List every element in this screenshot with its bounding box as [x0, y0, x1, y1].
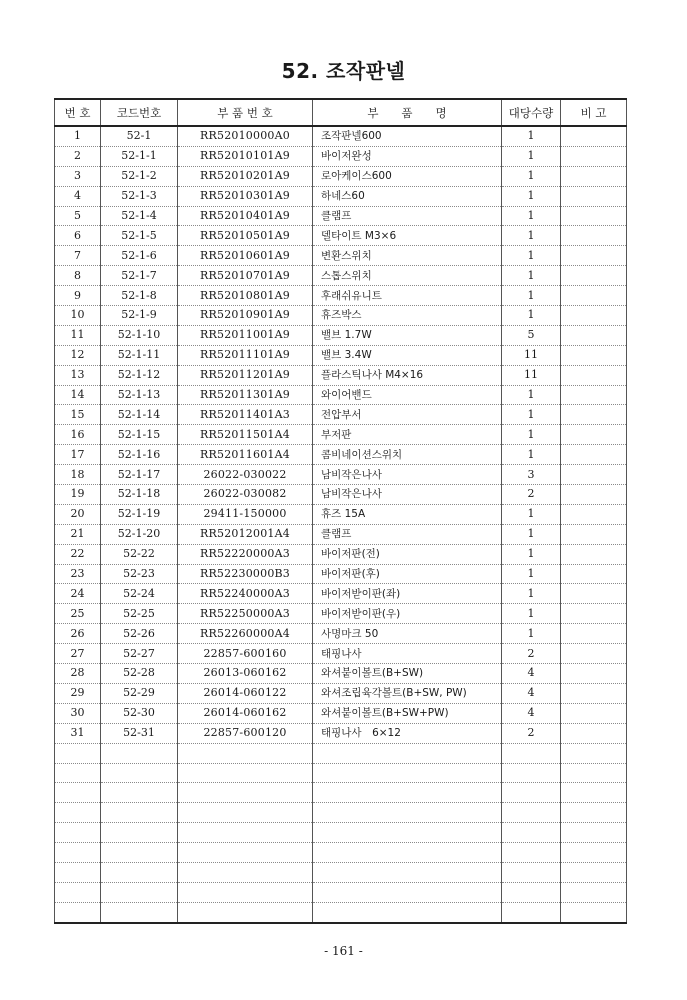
cell-part-no: [178, 783, 313, 803]
cell-no: [55, 882, 101, 902]
cell-qty: 1: [502, 226, 561, 246]
cell-note: [561, 425, 627, 445]
cell-name: 밸브 1.7W: [313, 325, 502, 345]
cell-no: 4: [55, 186, 101, 206]
cell-note: [561, 843, 627, 863]
cell-code: 52-1-19: [101, 504, 178, 524]
table-row: [55, 504, 627, 524]
cell-name: 부저판: [313, 425, 502, 445]
cell-part-no: RR52011201A9: [178, 365, 313, 385]
cell-qty: 1: [502, 504, 561, 524]
cell-note: [561, 126, 627, 146]
cell-part-no: RR52012001A4: [178, 524, 313, 544]
table-row: [55, 246, 627, 266]
cell-name: 클램프: [313, 524, 502, 544]
table-row: [55, 862, 627, 882]
cell-no: 1: [55, 126, 101, 146]
cell-qty: 1: [502, 286, 561, 306]
cell-code: [101, 743, 178, 763]
cell-code: 52-1-13: [101, 385, 178, 405]
cell-part-no: [178, 763, 313, 783]
cell-name: 남비작은나사: [313, 465, 502, 485]
cell-no: [55, 783, 101, 803]
cell-part-no: RR52011001A9: [178, 325, 313, 345]
cell-no: 2: [55, 146, 101, 166]
cell-no: 26: [55, 624, 101, 644]
cell-part-no: 26014-060122: [178, 683, 313, 703]
cell-part-no: RR52010701A9: [178, 266, 313, 286]
cell-note: [561, 325, 627, 345]
cell-note: [561, 345, 627, 365]
table-row: [55, 365, 627, 385]
cell-code: 52-1-18: [101, 485, 178, 505]
cell-name: 바이저판(전): [313, 544, 502, 564]
cell-no: 7: [55, 246, 101, 266]
cell-no: 31: [55, 723, 101, 743]
cell-code: [101, 843, 178, 863]
cell-note: [561, 703, 627, 723]
cell-code: [101, 882, 178, 902]
table-row: [55, 743, 627, 763]
cell-code: 52-22: [101, 544, 178, 564]
cell-note: [561, 246, 627, 266]
cell-qty: 5: [502, 325, 561, 345]
cell-no: 12: [55, 345, 101, 365]
cell-code: 52-1-10: [101, 325, 178, 345]
cell-qty: 1: [502, 186, 561, 206]
cell-code: 52-1-9: [101, 306, 178, 326]
cell-note: [561, 862, 627, 882]
cell-name: [313, 743, 502, 763]
cell-qty: 2: [502, 485, 561, 505]
cell-name: 태핑나사: [313, 644, 502, 664]
cell-name: [313, 862, 502, 882]
cell-qty: [502, 743, 561, 763]
cell-no: 13: [55, 365, 101, 385]
cell-qty: [502, 882, 561, 902]
cell-no: 8: [55, 266, 101, 286]
cell-code: 52-1-3: [101, 186, 178, 206]
cell-qty: 1: [502, 564, 561, 584]
cell-note: [561, 723, 627, 743]
table-row: [55, 465, 627, 485]
cell-qty: 4: [502, 703, 561, 723]
cell-no: [55, 803, 101, 823]
cell-note: [561, 146, 627, 166]
cell-code: 52-1-11: [101, 345, 178, 365]
header-code: 코드번호: [101, 99, 178, 126]
cell-no: 6: [55, 226, 101, 246]
cell-note: [561, 664, 627, 684]
cell-note: [561, 206, 627, 226]
table-row: [55, 763, 627, 783]
cell-name: 와셔붙이볼트(B+SW): [313, 664, 502, 684]
cell-name: 바이저판(후): [313, 564, 502, 584]
table-row: [55, 703, 627, 723]
cell-qty: [502, 843, 561, 863]
cell-name: [313, 803, 502, 823]
cell-no: 29: [55, 683, 101, 703]
cell-note: [561, 485, 627, 505]
cell-part-no: RR52010101A9: [178, 146, 313, 166]
cell-part-no: RR52010501A9: [178, 226, 313, 246]
cell-note: [561, 266, 627, 286]
cell-no: 21: [55, 524, 101, 544]
cell-name: 전압부서: [313, 405, 502, 425]
cell-note: [561, 604, 627, 624]
cell-code: [101, 763, 178, 783]
table-row: [55, 644, 627, 664]
cell-qty: [502, 783, 561, 803]
cell-qty: 3: [502, 465, 561, 485]
table-row: [55, 126, 627, 146]
cell-part-no: RR52250000A3: [178, 604, 313, 624]
cell-qty: [502, 902, 561, 922]
cell-code: 52-1-8: [101, 286, 178, 306]
cell-note: [561, 763, 627, 783]
cell-part-no: RR52010801A9: [178, 286, 313, 306]
cell-qty: 1: [502, 425, 561, 445]
cell-part-no: [178, 823, 313, 843]
cell-no: [55, 902, 101, 922]
table-header-row: [55, 99, 627, 126]
cell-part-no: [178, 902, 313, 922]
header-part-no: 부 품 번 호: [178, 99, 313, 126]
table-row: [55, 882, 627, 902]
table-row: [55, 783, 627, 803]
cell-note: [561, 504, 627, 524]
cell-no: [55, 862, 101, 882]
cell-qty: 1: [502, 524, 561, 544]
table-row: [55, 823, 627, 843]
cell-name: 스톱스위치: [313, 266, 502, 286]
cell-note: [561, 803, 627, 823]
table-row: [55, 226, 627, 246]
cell-code: 52-1-12: [101, 365, 178, 385]
cell-qty: 1: [502, 246, 561, 266]
cell-code: 52-27: [101, 644, 178, 664]
cell-qty: 4: [502, 664, 561, 684]
cell-code: 52-25: [101, 604, 178, 624]
cell-name: 사명마크 50: [313, 624, 502, 644]
cell-name: [313, 902, 502, 922]
cell-part-no: RR52240000A3: [178, 584, 313, 604]
cell-part-no: RR52010000A0: [178, 126, 313, 146]
cell-name: [313, 783, 502, 803]
cell-part-no: RR52010301A9: [178, 186, 313, 206]
cell-qty: [502, 823, 561, 843]
cell-qty: [502, 862, 561, 882]
cell-part-no: RR52011401A3: [178, 405, 313, 425]
cell-no: 30: [55, 703, 101, 723]
cell-name: [313, 823, 502, 843]
cell-code: 52-1-17: [101, 465, 178, 485]
table-row: [55, 146, 627, 166]
cell-note: [561, 166, 627, 186]
cell-qty: 11: [502, 345, 561, 365]
cell-code: [101, 902, 178, 922]
cell-part-no: [178, 743, 313, 763]
table-row: [55, 664, 627, 684]
cell-code: 52-24: [101, 584, 178, 604]
cell-code: [101, 803, 178, 823]
cell-note: [561, 186, 627, 206]
cell-code: 52-23: [101, 564, 178, 584]
cell-no: 22: [55, 544, 101, 564]
cell-qty: 2: [502, 723, 561, 743]
cell-name: 와셔조립육각볼트(B+SW, PW): [313, 683, 502, 703]
cell-code: 52-1-15: [101, 425, 178, 445]
parts-table: [54, 98, 627, 924]
cell-note: [561, 405, 627, 425]
cell-no: 17: [55, 445, 101, 465]
cell-part-no: 22857-600120: [178, 723, 313, 743]
cell-no: 14: [55, 385, 101, 405]
cell-qty: 1: [502, 306, 561, 326]
cell-qty: 1: [502, 584, 561, 604]
cell-code: 52-31: [101, 723, 178, 743]
cell-no: [55, 823, 101, 843]
cell-part-no: 29411-150000: [178, 504, 313, 524]
table-row: [55, 325, 627, 345]
cell-no: 24: [55, 584, 101, 604]
cell-note: [561, 743, 627, 763]
cell-code: 52-1-16: [101, 445, 178, 465]
cell-note: [561, 445, 627, 465]
cell-no: [55, 763, 101, 783]
cell-note: [561, 365, 627, 385]
cell-note: [561, 564, 627, 584]
header-no: 번 호: [55, 99, 101, 126]
cell-no: 3: [55, 166, 101, 186]
cell-no: 23: [55, 564, 101, 584]
cell-qty: 1: [502, 146, 561, 166]
cell-code: 52-1-20: [101, 524, 178, 544]
cell-name: 밸브 3.4W: [313, 345, 502, 365]
cell-name: 바이저완성: [313, 146, 502, 166]
table-row: [55, 425, 627, 445]
cell-qty: [502, 763, 561, 783]
cell-code: 52-1-1: [101, 146, 178, 166]
cell-name: 남비작은나사: [313, 485, 502, 505]
cell-code: 52-1: [101, 126, 178, 146]
cell-qty: 1: [502, 624, 561, 644]
header-note: 비 고: [561, 99, 627, 126]
table-row: [55, 624, 627, 644]
cell-note: [561, 385, 627, 405]
cell-part-no: [178, 882, 313, 902]
cell-part-no: RR52010601A9: [178, 246, 313, 266]
cell-code: 52-1-4: [101, 206, 178, 226]
cell-name: 하네스60: [313, 186, 502, 206]
table-row: [55, 803, 627, 823]
cell-no: 25: [55, 604, 101, 624]
cell-qty: 4: [502, 683, 561, 703]
cell-part-no: RR52230000B3: [178, 564, 313, 584]
cell-part-no: RR52011501A4: [178, 425, 313, 445]
table-row: [55, 604, 627, 624]
header-qty: 대당수량: [502, 99, 561, 126]
cell-part-no: 26013-060162: [178, 664, 313, 684]
cell-no: [55, 843, 101, 863]
table-row: [55, 843, 627, 863]
table-row: [55, 902, 627, 922]
cell-part-no: RR52011101A9: [178, 345, 313, 365]
cell-note: [561, 882, 627, 902]
table-row: [55, 485, 627, 505]
cell-code: [101, 862, 178, 882]
cell-part-no: 26014-060162: [178, 703, 313, 723]
cell-no: 16: [55, 425, 101, 445]
header-name: 부 품 명: [313, 99, 502, 126]
cell-note: [561, 644, 627, 664]
cell-no: 10: [55, 306, 101, 326]
table-row: [55, 683, 627, 703]
cell-code: 52-1-5: [101, 226, 178, 246]
cell-code: [101, 823, 178, 843]
cell-name: 휴즈 15A: [313, 504, 502, 524]
table-row: [55, 584, 627, 604]
cell-name: 델타이트 M3×6: [313, 226, 502, 246]
cell-code: 52-1-7: [101, 266, 178, 286]
cell-part-no: [178, 803, 313, 823]
table-row: [55, 286, 627, 306]
cell-name: 바이저받이판(좌): [313, 584, 502, 604]
cell-no: 15: [55, 405, 101, 425]
cell-qty: 1: [502, 166, 561, 186]
cell-no: 18: [55, 465, 101, 485]
table-body: [55, 126, 627, 923]
cell-qty: 11: [502, 365, 561, 385]
cell-no: 19: [55, 485, 101, 505]
cell-code: 52-28: [101, 664, 178, 684]
cell-note: [561, 465, 627, 485]
table-row: [55, 385, 627, 405]
cell-no: 28: [55, 664, 101, 684]
table-row: [55, 723, 627, 743]
table-row: [55, 206, 627, 226]
cell-name: 바이저받이판(우): [313, 604, 502, 624]
cell-name: 콤비네이션스위치: [313, 445, 502, 465]
cell-name: 클램프: [313, 206, 502, 226]
table-row: [55, 445, 627, 465]
cell-name: 와이어밴드: [313, 385, 502, 405]
cell-note: [561, 584, 627, 604]
cell-note: [561, 823, 627, 843]
cell-qty: 1: [502, 126, 561, 146]
cell-qty: 1: [502, 405, 561, 425]
cell-code: 52-1-6: [101, 246, 178, 266]
cell-part-no: RR52010401A9: [178, 206, 313, 226]
page-number: - 161 -: [324, 944, 363, 958]
cell-no: 5: [55, 206, 101, 226]
cell-part-no: RR52011301A9: [178, 385, 313, 405]
cell-name: 태핑나사 6×12: [313, 723, 502, 743]
cell-note: [561, 306, 627, 326]
cell-note: [561, 544, 627, 564]
cell-part-no: RR52011601A4: [178, 445, 313, 465]
cell-qty: 2: [502, 644, 561, 664]
cell-name: 와셔붙이볼트(B+SW+PW): [313, 703, 502, 723]
cell-qty: 1: [502, 544, 561, 564]
cell-no: 11: [55, 325, 101, 345]
cell-part-no: [178, 843, 313, 863]
cell-qty: 1: [502, 385, 561, 405]
cell-no: 9: [55, 286, 101, 306]
cell-code: 52-26: [101, 624, 178, 644]
cell-name: [313, 763, 502, 783]
cell-part-no: RR52260000A4: [178, 624, 313, 644]
cell-note: [561, 624, 627, 644]
cell-code: 52-30: [101, 703, 178, 723]
cell-note: [561, 783, 627, 803]
table-row: [55, 166, 627, 186]
cell-name: 후래쉬유니트: [313, 286, 502, 306]
cell-name: 휴즈박스: [313, 306, 502, 326]
cell-code: [101, 783, 178, 803]
cell-part-no: [178, 862, 313, 882]
cell-name: 로아케이스600: [313, 166, 502, 186]
cell-code: 52-1-14: [101, 405, 178, 425]
cell-note: [561, 902, 627, 922]
cell-code: 52-29: [101, 683, 178, 703]
cell-note: [561, 226, 627, 246]
cell-no: 27: [55, 644, 101, 664]
cell-part-no: 26022-030022: [178, 465, 313, 485]
cell-name: [313, 843, 502, 863]
table-row: [55, 345, 627, 365]
cell-qty: 1: [502, 604, 561, 624]
cell-part-no: RR52010901A9: [178, 306, 313, 326]
cell-note: [561, 286, 627, 306]
table-row: [55, 405, 627, 425]
page-title: 52. 조작판넬: [281, 59, 406, 83]
cell-part-no: 22857-600160: [178, 644, 313, 664]
cell-note: [561, 683, 627, 703]
cell-part-no: RR52220000A3: [178, 544, 313, 564]
cell-code: 52-1-2: [101, 166, 178, 186]
cell-qty: [502, 803, 561, 823]
table-row: [55, 564, 627, 584]
cell-qty: 1: [502, 445, 561, 465]
cell-part-no: RR52010201A9: [178, 166, 313, 186]
table-row: [55, 266, 627, 286]
cell-name: 플라스틱나사 M4×16: [313, 365, 502, 385]
table-row: [55, 544, 627, 564]
cell-name: 변환스위치: [313, 246, 502, 266]
cell-no: 20: [55, 504, 101, 524]
cell-part-no: 26022-030082: [178, 485, 313, 505]
cell-no: [55, 743, 101, 763]
cell-note: [561, 524, 627, 544]
cell-qty: 1: [502, 266, 561, 286]
cell-qty: 1: [502, 206, 561, 226]
cell-name: [313, 882, 502, 902]
cell-name: 조작판넬600: [313, 126, 502, 146]
table-row: [55, 186, 627, 206]
table-row: [55, 524, 627, 544]
table-row: [55, 306, 627, 326]
